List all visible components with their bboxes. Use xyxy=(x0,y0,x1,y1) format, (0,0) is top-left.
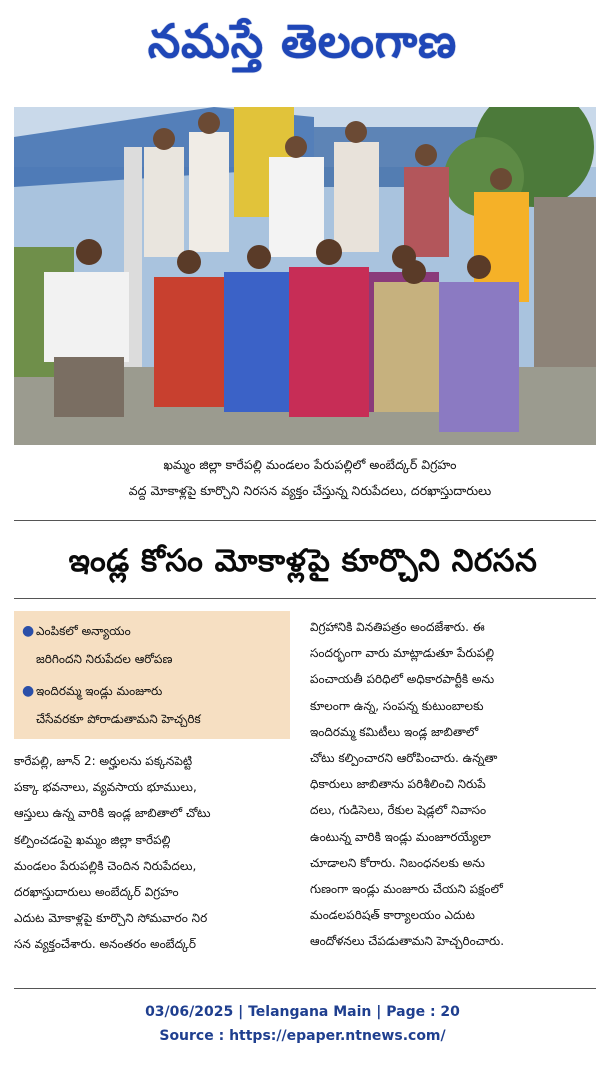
article-line: విగ్రహానికి వినతిపత్రం అందజేశారు. ఈ xyxy=(310,620,485,634)
article-line: ధికారులు జాబితాను పరిశీలించి నిరుపే xyxy=(310,777,486,792)
article-line: చోటు కల్పించారని ఆరోపించారు. ఉన్నతా xyxy=(310,751,498,766)
article-line: పంచాయతీ పరిధిలో అధికారపార్టీకి అను xyxy=(310,672,495,687)
article-line: కూలంగా ఉన్న, సంపన్న కుటుంబాలకు xyxy=(310,698,484,713)
article-line: పక్కా భవనాలు, వ్యవసాయ భూములు, xyxy=(14,780,197,795)
highlight-item xyxy=(22,677,284,733)
news-photo-illustration xyxy=(14,107,596,445)
article-headline: ఇండ్ల కోసం మోకాళ్లపై కూర్చొని నిరసన xyxy=(68,543,538,579)
masthead-title: నమస్తే తెలంగాణ xyxy=(147,14,458,68)
photo-caption-line: ఖమ్మం జిల్లా కారేపల్లి మండలం పేరుపల్లిలో అంబేద్కర్ విగ్రహం xyxy=(163,457,457,472)
article-line: చూడాలని కోరారు. నిబంధనలకు అను xyxy=(310,855,485,870)
article-line: కారేపల్లి, జూన్ 2: అర్హులను పక్కనపెట్టి xyxy=(14,754,193,768)
article-line: మండలపరిషత్ కార్యాలయం ఎదుట xyxy=(310,908,475,923)
article-line: మండలం పేరుపల్లికి చెందిన నిరుపేదలు, xyxy=(14,858,197,873)
article-line: గుణంగా ఇండ్లు మంజూరు చేయని పక్షంలో xyxy=(310,882,503,897)
highlight-item xyxy=(22,617,284,673)
footer-dateline: 03/06/2025 | Telangana Main | Page : 20 xyxy=(145,1004,460,1020)
article-line: కల్పించడంపై ఖమ్మం జిల్లా కారేపల్లి xyxy=(14,832,171,847)
highlight-line: చేసేవరకూ పోరాడుతామని హెచ్చరిక xyxy=(36,712,201,726)
divider xyxy=(14,598,596,599)
highlight-line: జరిగిందని నిరుపేదల ఆరోపణ xyxy=(36,652,173,666)
article-line: ఆస్తులు ఉన్న వారికి ఇండ్ల జాబితాలో చోటు xyxy=(14,806,211,821)
article-line: ఇందిరమ్మ కమిటీలు ఇండ్ల జాబితాలో xyxy=(310,724,479,739)
divider xyxy=(14,520,596,521)
bullet-icon: ● xyxy=(22,623,35,639)
bullet-icon: ● xyxy=(22,683,35,699)
article-line: సన వ్యక్తంచేశారు. అనంతరం అంబేద్కర్ xyxy=(14,937,196,952)
article-line: ఎదుట మోకాళ్లపై కూర్చొని సోమవారం నిర xyxy=(14,911,208,926)
article-column-left xyxy=(14,748,296,958)
highlights-box xyxy=(14,611,290,739)
article-line: ఉంటున్న వారికి ఇండ్లు మంజూరయ్యేలా xyxy=(310,829,491,844)
highlight-line: ఎంపికలో అన్యాయం xyxy=(36,624,131,638)
article-line: దరఖాస్తుదారులు అంబేద్కర్ విగ్రహం xyxy=(14,885,179,900)
article-line: సందర్భంగా వారు మాట్లాడుతూ పేరుపల్లి xyxy=(310,646,495,661)
photo-caption-line: వద్ద మోకాళ్లపై కూర్చొని నిరసన వ్యక్తం చేస్తున్న నిరుపేదలు, దరఖాస్తుదారులు xyxy=(128,483,492,498)
article-column-right xyxy=(310,614,596,955)
highlight-line: ఇందిరమ్మ ఇండ్లు మంజూరు xyxy=(36,684,163,698)
article-line: దలు, గుడిసెలు, రేకుల షెడ్లలో నివాసం xyxy=(310,803,487,818)
article-line: ఆందోళనలు చేపడుతామని హెచ్చరించారు. xyxy=(310,934,505,949)
news-photo xyxy=(14,107,596,445)
divider xyxy=(14,988,596,989)
photo-caption xyxy=(40,452,580,504)
footer-source: Source : https://epaper.ntnews.com/ xyxy=(159,1028,446,1044)
